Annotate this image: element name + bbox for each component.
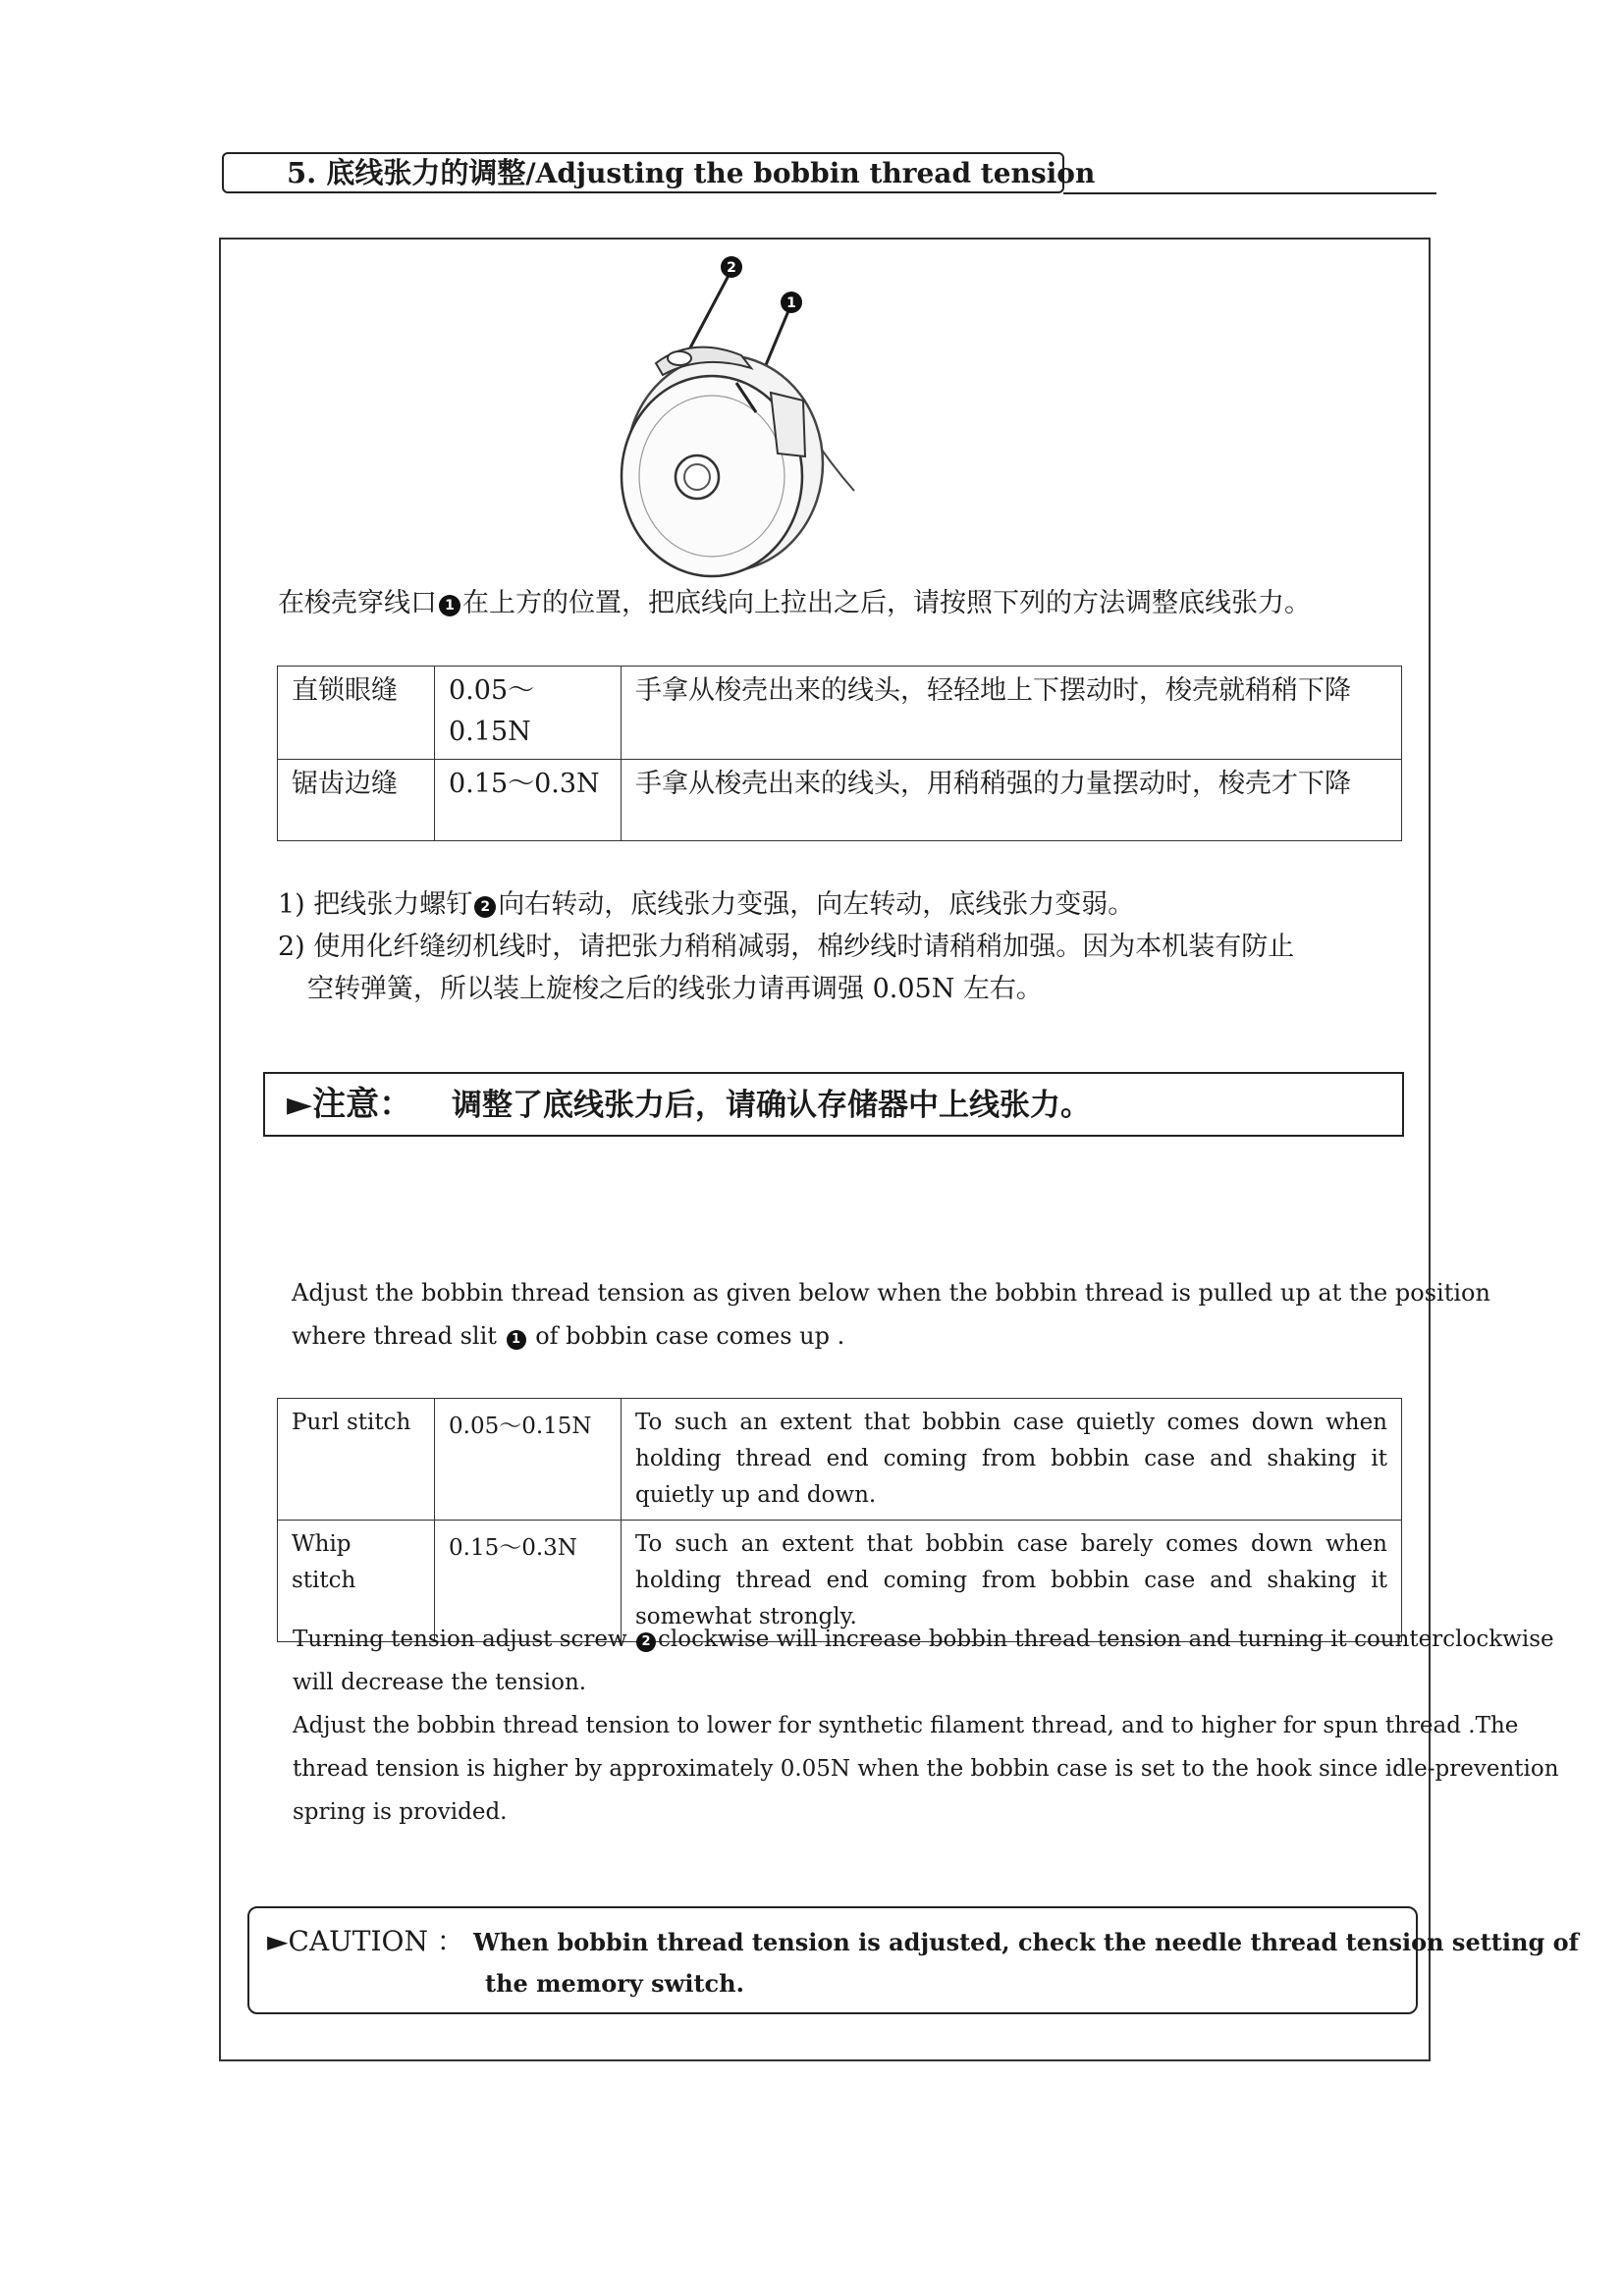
cn-note-2: 2) 使用化纤缝纫机线时，请把张力稍稍减弱，棉纱线时请稍稍加强。因为本机装有防止 [278,932,1295,962]
en-note-2-end: spring is provided. [293,1799,508,1825]
en-note-1: Turning tension adjust screw 2 clockwise will increase bobbin thread tension and turning it counterclockwise [293,1627,1554,1652]
en-caution-box [247,1906,1579,2014]
en-note-1-cont: will decrease the tension. [293,1670,587,1695]
description-cell: 手拿从梭壳出来的线头，轻轻地上下摆动时，梭壳就稍稍下降 [622,667,1402,760]
table-row [278,667,1402,760]
en-tension-table [277,1398,1402,1642]
en-intro-line-1: Adjust the bobbin thread tension as given below when the bobbin thread is pulled up at the position [292,1279,1490,1307]
en-intro-line-2: where thread slit 1 of bobbin case comes up . [292,1322,845,1350]
cn-intro-paragraph [278,584,1311,623]
cn-intro-text-b: 在上方的位置，把底线向上拉出之后，请按照下列的方法调整底线张力。 [462,588,1311,618]
cn-caution-box [263,1072,1404,1137]
en-note-2: Adjust the bobbin thread tension to lower for synthetic filament thread, and to higher for spun thread .The [293,1713,1519,1738]
stitch-type-cell: Purl stitch [278,1399,435,1521]
description-cell: To such an extent that bobbin case quietly comes down when holding thread end coming from bobbin case and shaking it quietly up and down. [622,1399,1402,1521]
table-row [278,760,1402,841]
description-cell: To such an extent that bobbin case barely comes down when holding thread end coming from bobbin case and shaking it somewhat strongly. [622,1521,1402,1642]
table-row [278,1399,1402,1521]
callout-2-inline: 2 [474,896,496,918]
stitch-type-cell: 直锁眼缝 [278,667,435,760]
cn-notes [278,883,1397,1010]
tension-value-cell: 0.15～0.3N [435,760,622,841]
en-caution-label: ►CAUTION ： [267,1925,464,1957]
cn-caution-text: 调整了底线张力后，请确认存储器中上线张力。 [452,1088,1091,1123]
cn-note-2-cont: 空转弹簧，所以装上旋梭之后的线张力请再调强 0.05N 左右。 [307,974,1043,1004]
cn-intro-text-a: 在梭壳穿线口 [278,588,437,618]
tension-value-cell: 0.15～0.3N [435,1521,622,1642]
callout-1-inline: 1 [439,595,460,616]
callout-1-label: 1 [786,295,796,311]
callout-2-inline: 2 [636,1632,656,1652]
bobbin-hub-hole [684,464,710,490]
section-title-cn: 底线张力的调整 [326,156,526,189]
tension-value-cell: 0.05～0.15N [435,1399,622,1521]
callout-1-inline: 1 [507,1330,526,1350]
en-note-2-cont: thread tension is higher by approximately 0.05N when the bobbin case is set to the hook since idle-prevention [293,1756,1559,1782]
en-caution-text-line-1: When bobbin thread tension is adjusted, check the needle thread tension setting of [473,1928,1579,1956]
section-heading [287,155,1095,191]
section-title-en: /Adjusting the bobbin thread tension [525,157,1096,189]
en-intro-paragraph [292,1271,1490,1358]
tension-adjust-screw [668,351,691,365]
description-cell: 手拿从梭壳出来的线头，用稍稍强的力量摆动时，梭壳才下降 [622,760,1402,841]
cn-tension-table [277,666,1402,841]
section-heading-rule [1063,192,1436,194]
cn-note-1: 1) 把线张力螺钉 2 向右转动，底线张力变强，向左转动，底线张力变弱。 [278,889,1135,920]
en-notes [293,1618,1559,1834]
en-caution-text-line-2: the memory switch. [485,1969,744,1998]
stitch-type-cell: 锯齿边缝 [278,760,435,841]
callout-2-label: 2 [727,260,736,276]
section-number: 5. [287,156,317,189]
bobbin-case-latch [771,393,805,456]
tension-value-cell: 0.05～0.15N [435,667,622,760]
stitch-type-cell: Whip stitch [278,1521,435,1642]
leader-line-2 [687,270,731,353]
cn-caution-label: ►注意： [287,1085,413,1124]
bobbin-case-illustration [569,245,884,579]
